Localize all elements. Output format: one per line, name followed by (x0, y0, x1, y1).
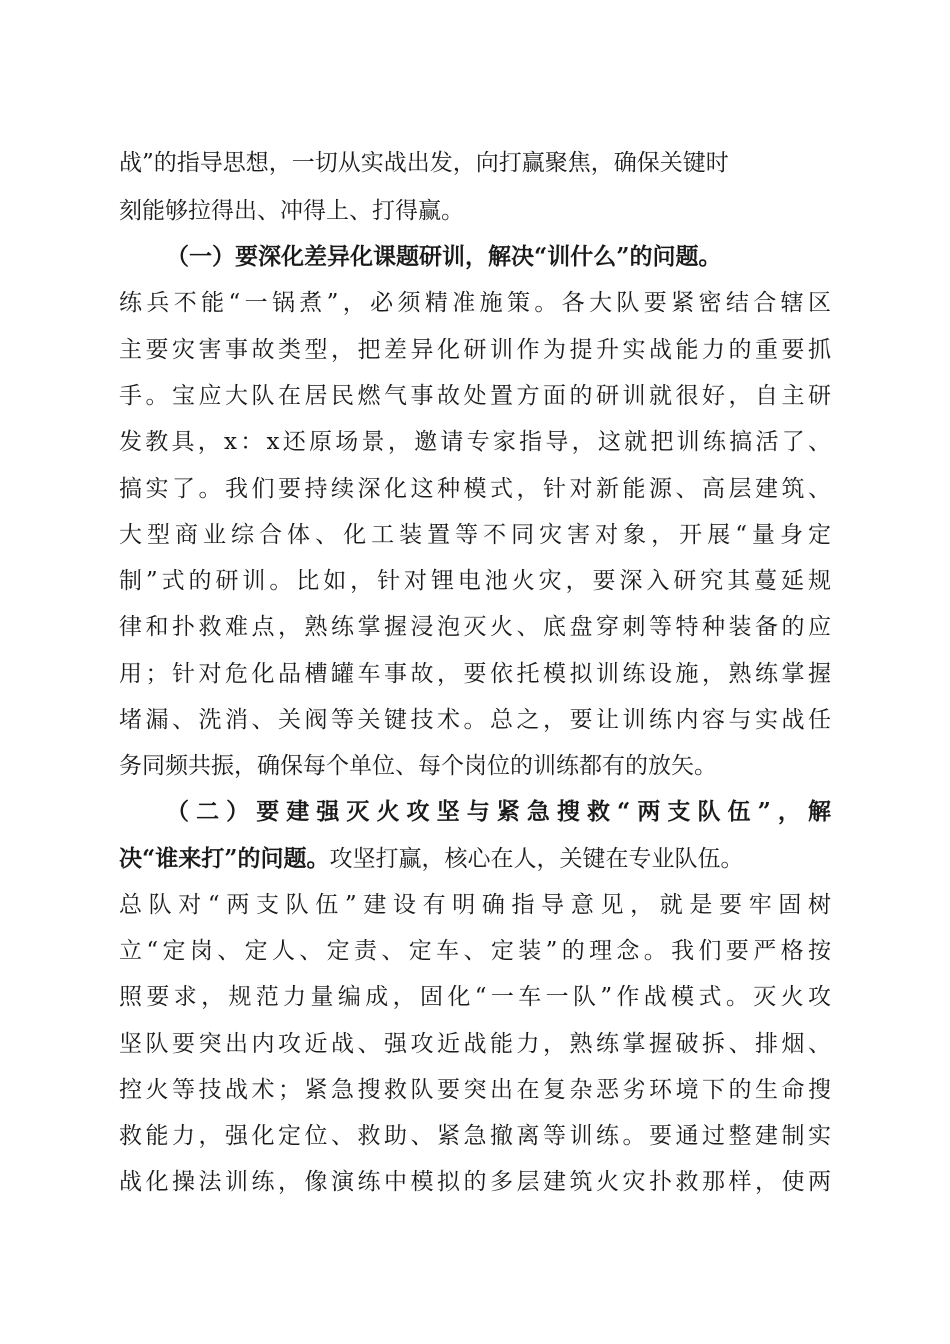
text-line-11: 律和扑救难点，熟练掌握浸泡灭火、底盘穿刺等特种装备的应 (119, 614, 831, 640)
text-line-6: 手。宝应大队在居民燃气事故处置方面的研训就很好，自主研 (119, 383, 831, 409)
text-line-4: 练兵不能“一锅煮”，必须精准施策。各大队要紧密结合辖区 (119, 290, 831, 316)
text-line-8: 搞实了。我们要持续深化这种模式，针对新能源、高层建筑、 (119, 476, 831, 502)
text-line-16-tail: 攻坚打赢，核心在人，关键在专业队伍。 (329, 846, 744, 872)
text-line-13: 堵漏、洗消、关阀等关键技术。总之，要让训练内容与实战任 (119, 707, 831, 733)
text-line-17: 总队对“两支队伍”建设有明确指导意见，就是要牢固树 (119, 892, 831, 918)
text-line-9: 大型商业综合体、化工装置等不同灾害对象，开展“量身定 (119, 522, 831, 548)
text-line-20: 坚队要突出内攻近战、强攻近战能力，熟练掌握破拆、排烟、 (119, 1031, 831, 1057)
text-line-1: 战”的指导思想，一切从实战出发，向打赢聚焦，确保关键时 (119, 150, 729, 176)
text-line-23: 战化操法训练，像演练中模拟的多层建筑火灾扑救那样，使两 (119, 1169, 831, 1195)
text-line-2: 刻能够拉得出、冲得上、打得赢。 (119, 198, 464, 224)
section-heading-2-continued: 决“谁来打”的问题。 (119, 845, 330, 872)
text-line-16 (119, 844, 831, 874)
text-line-19: 照要求，规范力量编成，固化“一车一队”作战模式。灭火攻 (119, 984, 831, 1010)
section-heading-2: （二）要建强灭火攻坚与紧急搜救“两支队伍”，解 (166, 798, 831, 825)
text-line-14: 务同频共振，确保每个单位、每个岗位的训练都有的放矢。 (119, 753, 717, 779)
text-line-5: 主要灾害事故类型，把差异化研训作为提升实战能力的重要抓 (119, 337, 831, 363)
text-line-7: 发教具，x：x还原场景，邀请专家指导，这就把训练搞活了、 (119, 429, 831, 455)
text-line-10: 制”式的研训。比如，针对锂电池火灾，要深入研究其蔓延规 (119, 568, 831, 594)
section-heading-1: （一）要深化差异化课题研训，解决“训什么”的问题。 (166, 243, 722, 270)
text-line-21: 控火等技战术；紧急搜救队要突出在复杂恶劣环境下的生命搜 (119, 1077, 831, 1103)
text-line-22: 救能力，强化定位、救助、紧急撤离等训练。要通过整建制实 (119, 1123, 831, 1149)
text-line-18: 立“定岗、定人、定责、定车、定装”的理念。我们要严格按 (119, 938, 831, 964)
text-line-12: 用；针对危化品槽罐车事故，要依托模拟训练设施，熟练掌握 (119, 661, 831, 687)
